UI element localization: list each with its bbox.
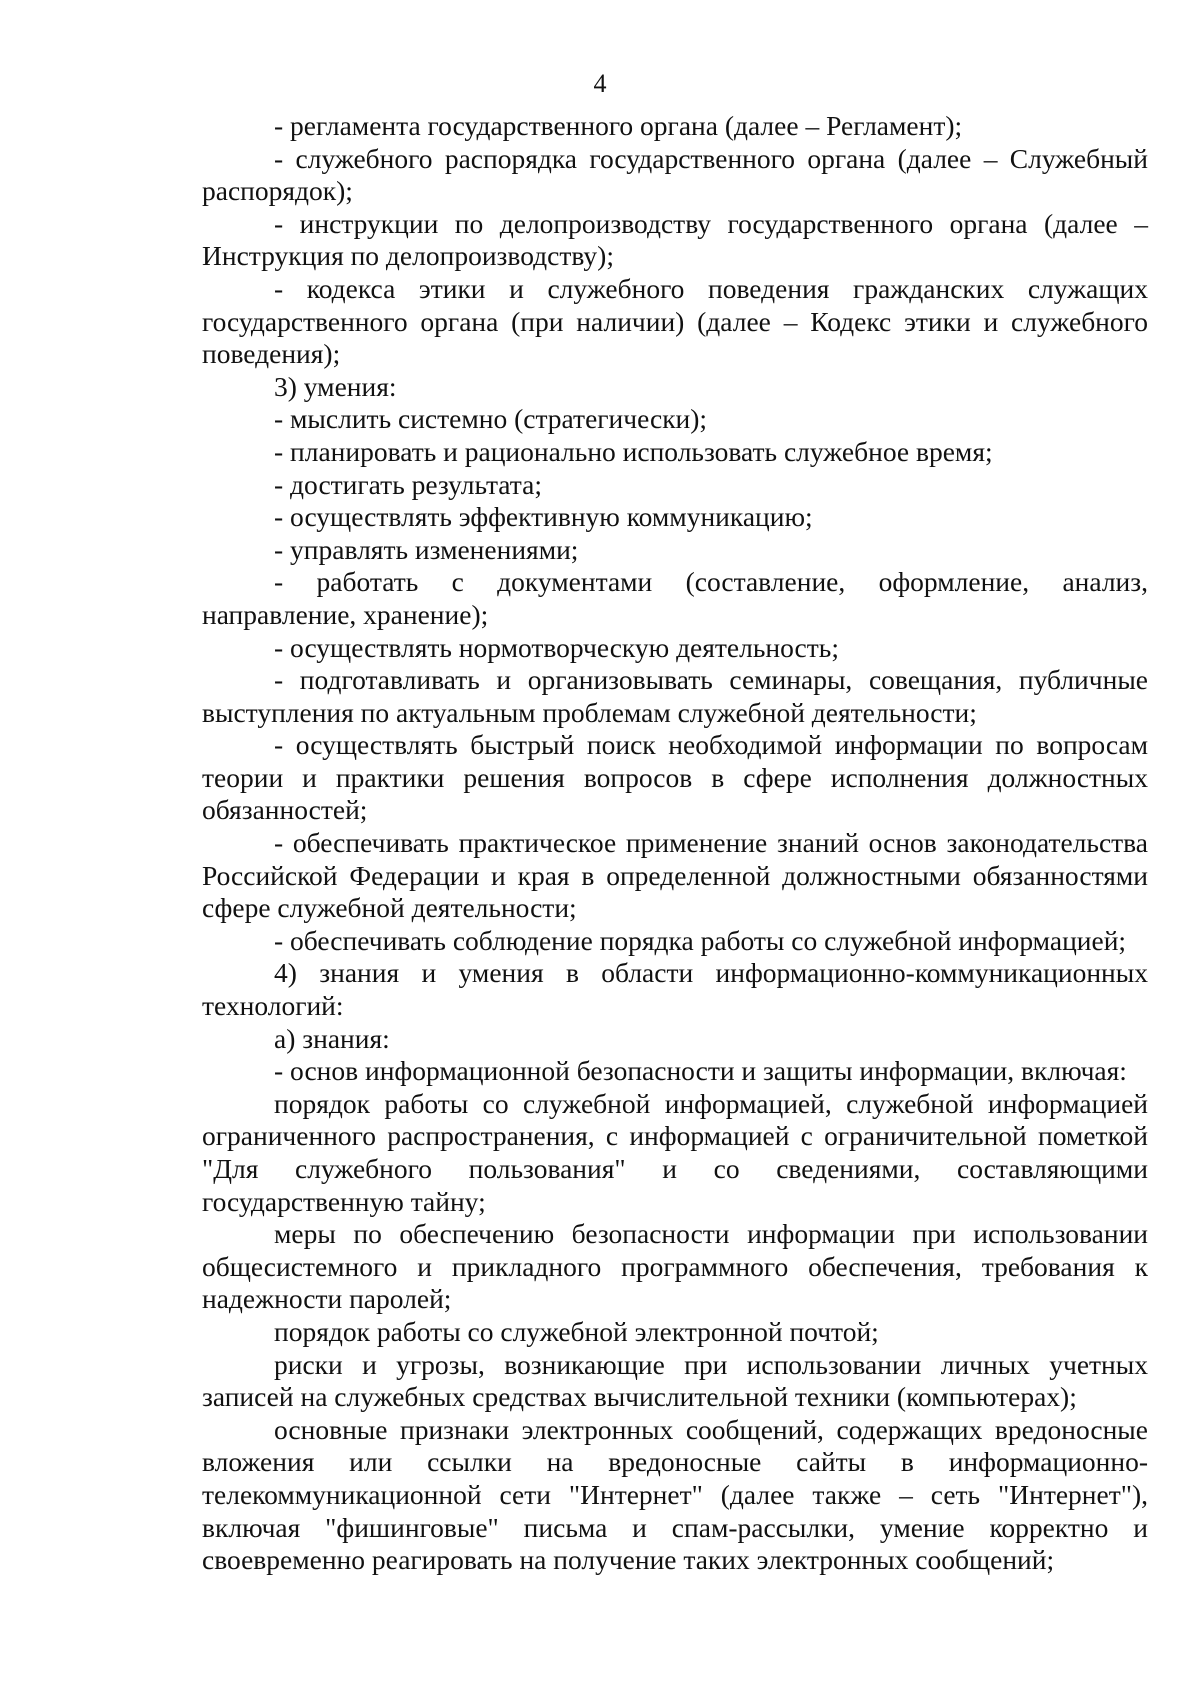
paragraph-ethics-code: - кодекса этики и служебного поведения гражданских служащих государственного органа (при наличии) (далее – Кодекс этики и служебного поведения); xyxy=(202,272,1148,370)
paragraph-service-schedule: - служебного распорядка государственного органа (далее – Служебный распорядок); xyxy=(202,142,1148,207)
paragraph-personal-accounts-risks: риски и угрозы, возникающие при использовании личных учетных записей на служебных средствах вычислительной техники (компьютерах); xyxy=(202,1348,1148,1413)
paragraph-software-security: меры по обеспечению безопасности информации при использовании общесистемного и прикладного программного обеспечения, требования к надежности паролей; xyxy=(202,1218,1148,1315)
paragraph-skill-change-management: - управлять изменениями; xyxy=(274,533,579,565)
paragraph-regulations: - регламента государственного органа (далее – Регламент); xyxy=(274,110,963,141)
paragraph-malicious-messages: основные признаки электронных сообщений, содержащих вредоносные вложения или ссылки на вредоносные сайты в информационно-телекоммуникационной сети "Интернет" (далее также – сеть "Интернет"), включая "фишинговые" письма и спам-рассылки, умение корректно и своевременно реагировать на получение таких электронных сообщений; xyxy=(202,1413,1148,1576)
document-body xyxy=(202,110,1148,1577)
paragraph-infosec-basics: - основ информационной безопасности и защиты информации, включая: xyxy=(274,1055,1127,1087)
paragraph-skill-documents: - работать с документами (составление, оформление, анализ, направление, хранение); xyxy=(202,566,1148,630)
paragraph-skills-heading: 3) умения: xyxy=(274,370,397,402)
paragraph-skill-rulemaking: - осуществлять нормотворческую деятельность; xyxy=(274,631,839,663)
paragraph-service-info-procedure: порядок работы со служебной информацией, служебной информацией ограниченного распространения, с информацией с ограничительной пометкой "Для служебного пользования" и со сведениями, составляющими государственную тайну; xyxy=(202,1087,1148,1217)
paragraph-skill-time-planning: - планировать и рационально использовать служебное время; xyxy=(274,435,993,467)
paragraph-skill-service-information: - обеспечивать соблюдение порядка работы со служебной информацией; xyxy=(274,924,1127,956)
paragraph-skill-communication: - осуществлять эффективную коммуникацию; xyxy=(274,501,813,533)
paragraph-skill-legislation: - обеспечивать практическое применение знаний основ законодательства Российской Федерации и края в определенной должностными обязанностями сфере служебной деятельности; xyxy=(202,827,1148,924)
paragraph-records-instruction: - инструкции по делопроизводству государственного органа (далее – Инструкция по делопроизводству); xyxy=(202,207,1148,272)
paragraph-skill-results: - достигать результата; xyxy=(274,468,542,500)
paragraph-knowledge-heading: а) знания: xyxy=(274,1022,390,1054)
paragraph-skill-information-search: - осуществлять быстрый поиск необходимой информации по вопросам теории и практики решения вопросов в сфере исполнения должностных обязанностей; xyxy=(202,729,1148,826)
paragraph-skill-seminars: - подготавливать и организовывать семинары, совещания, публичные выступления по актуальным проблемам служебной деятельности; xyxy=(202,664,1148,728)
paragraph-ict-heading: 4) знания и умения в области информационно-коммуникационных технологий: xyxy=(202,957,1148,1022)
paragraph-email-procedure: порядок работы со служебной электронной почтой; xyxy=(274,1315,879,1347)
paragraph-skill-systems-thinking: - мыслить системно (стратегически); xyxy=(274,403,708,435)
page-number: 4 xyxy=(593,69,607,98)
